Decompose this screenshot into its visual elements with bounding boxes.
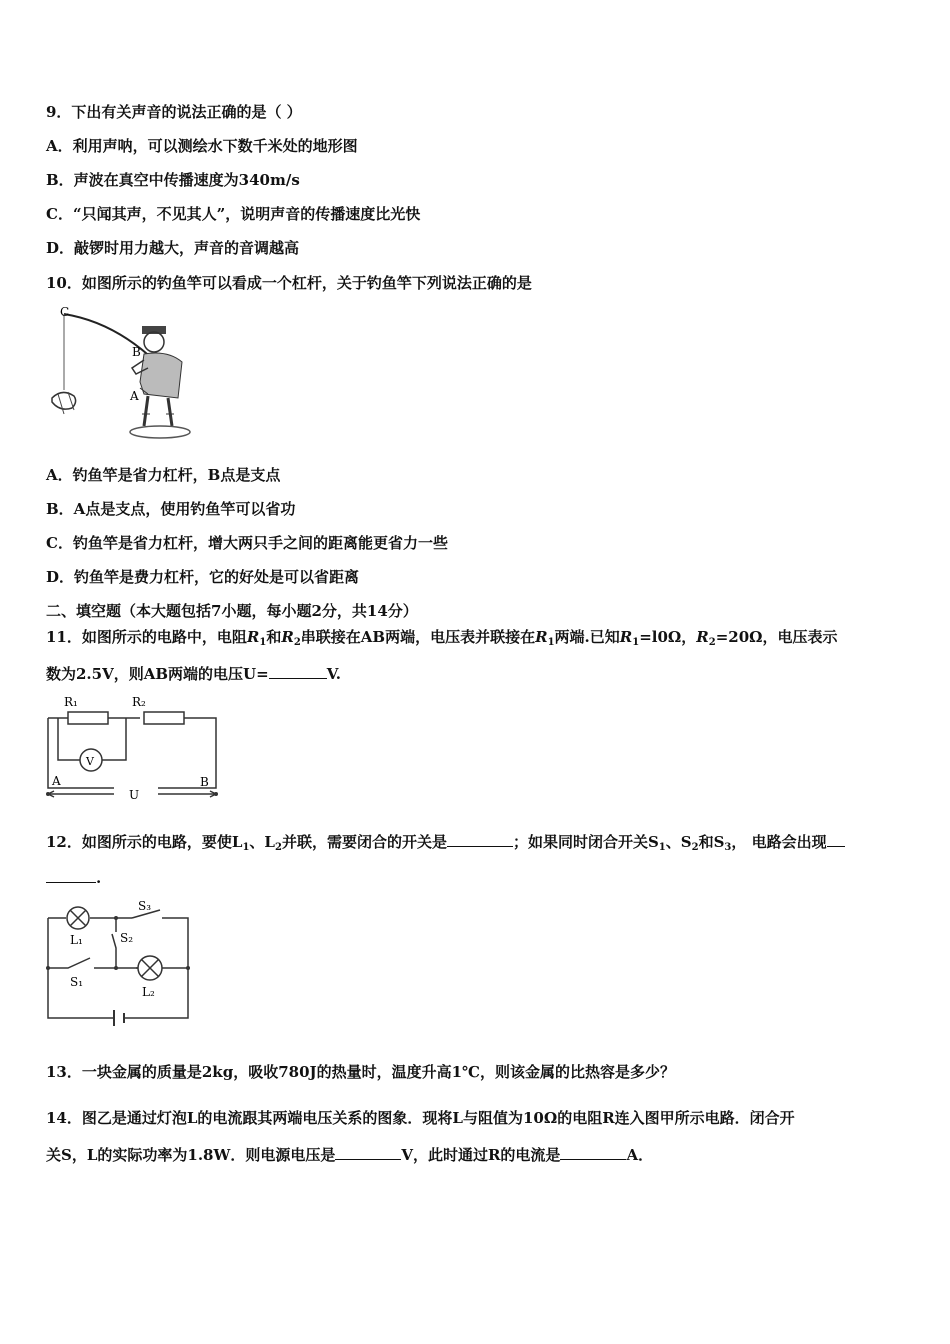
label-b: B	[200, 775, 209, 789]
voltmeter-label: V	[86, 755, 94, 768]
label-b: B	[132, 345, 141, 359]
label-a: A	[130, 389, 139, 403]
q13-text: 13．一块金属的质量是2kg，吸收780J的热量时，温度升高1℃，则该金属的比热容是多少？	[46, 1063, 676, 1081]
q12-answer-blank-2a[interactable]	[827, 832, 845, 847]
q12-line-2: .	[46, 868, 101, 888]
q11-answer-blank[interactable]	[269, 664, 327, 679]
q14-answer-blank-1[interactable]	[335, 1145, 401, 1160]
q10-option-d: D．钓鱼竿是费力杠杆，它的好处是可以省距离	[46, 568, 360, 586]
q9-option-b: B．声波在真空中传播速度为340m/s	[46, 171, 300, 189]
q11-circuit-figure	[40, 692, 230, 802]
q10-option-c: C．钓鱼竿是省力杠杆，增大两只手之间的距离能更省力一些	[46, 534, 448, 552]
label-r1: R₁	[64, 695, 78, 709]
label-l2: L₂	[142, 985, 155, 999]
label-a: A	[52, 774, 61, 788]
q14-line-1: 14．图乙是通过灯泡L的电流跟其两端电压关系的图象．现将L与阻值为10Ω的电阻R连入图甲所示电路．闭合开	[46, 1109, 795, 1127]
q14-answer-blank-2[interactable]	[560, 1145, 626, 1160]
q12-answer-blank-2b[interactable]	[46, 868, 96, 883]
q10-stem: 10．如图所示的钓鱼竿可以看成一个杠杆，关于钓鱼竿下列说法正确的是	[46, 274, 532, 292]
q9-stem: 9．下出有关声音的说法正确的是（ ）	[46, 103, 302, 121]
label-l1: L₁	[70, 933, 83, 947]
q9-option-a: A．利用声呐，可以测绘水下数千米处的地形图	[46, 137, 358, 155]
label-s2: S₂	[120, 931, 134, 945]
q12-circuit-figure	[40, 896, 200, 1026]
section-2-heading: 二、填空题（本大题包括7小题，每小题2分，共14分）	[46, 602, 418, 620]
q14-line-2: 关S，L的实际功率为1.8W．则电源电压是 V，此时通过R的电流是 A．	[46, 1146, 654, 1164]
label-s1: S₁	[70, 975, 84, 989]
label-u: U	[129, 788, 140, 802]
label-c: C	[60, 305, 70, 319]
fishing-rod-figure	[44, 302, 194, 448]
q11-line-2: 数为2.5V，则AB两端的电压U= V.	[46, 665, 341, 683]
q10-option-a: A．钓鱼竿是省力杠杆，B点是支点	[46, 466, 281, 484]
q10-option-b: B．A点是支点，使用钓鱼竿可以省功	[46, 500, 296, 518]
q11-line-1: 11．如图所示的电路中，电阻$R_1$和$R_2$串联接在AB两端，电压表并联接在$R_1$两端.已知$R_1=l0\Omega$，$R_2=20\Omega$，电压表示	[46, 628, 838, 648]
q9-option-c: C．“只闻其声，不见其人”，说明声音的传播速度比光快	[46, 205, 421, 223]
label-r2: R₂	[132, 695, 146, 709]
label-s3: S₃	[138, 899, 152, 913]
q9-option-d: D．敲锣时用力越大，声音的音调越高	[46, 239, 300, 257]
q12-answer-blank-1[interactable]	[447, 832, 513, 847]
q12-line-1: 12．如图所示的电路，要使$L_1$、$L_2$并联，需要闭合的开关是 ；如果同时闭合开关$S_1$、$S_2$和$S_3$， 电路会出现	[46, 832, 845, 852]
